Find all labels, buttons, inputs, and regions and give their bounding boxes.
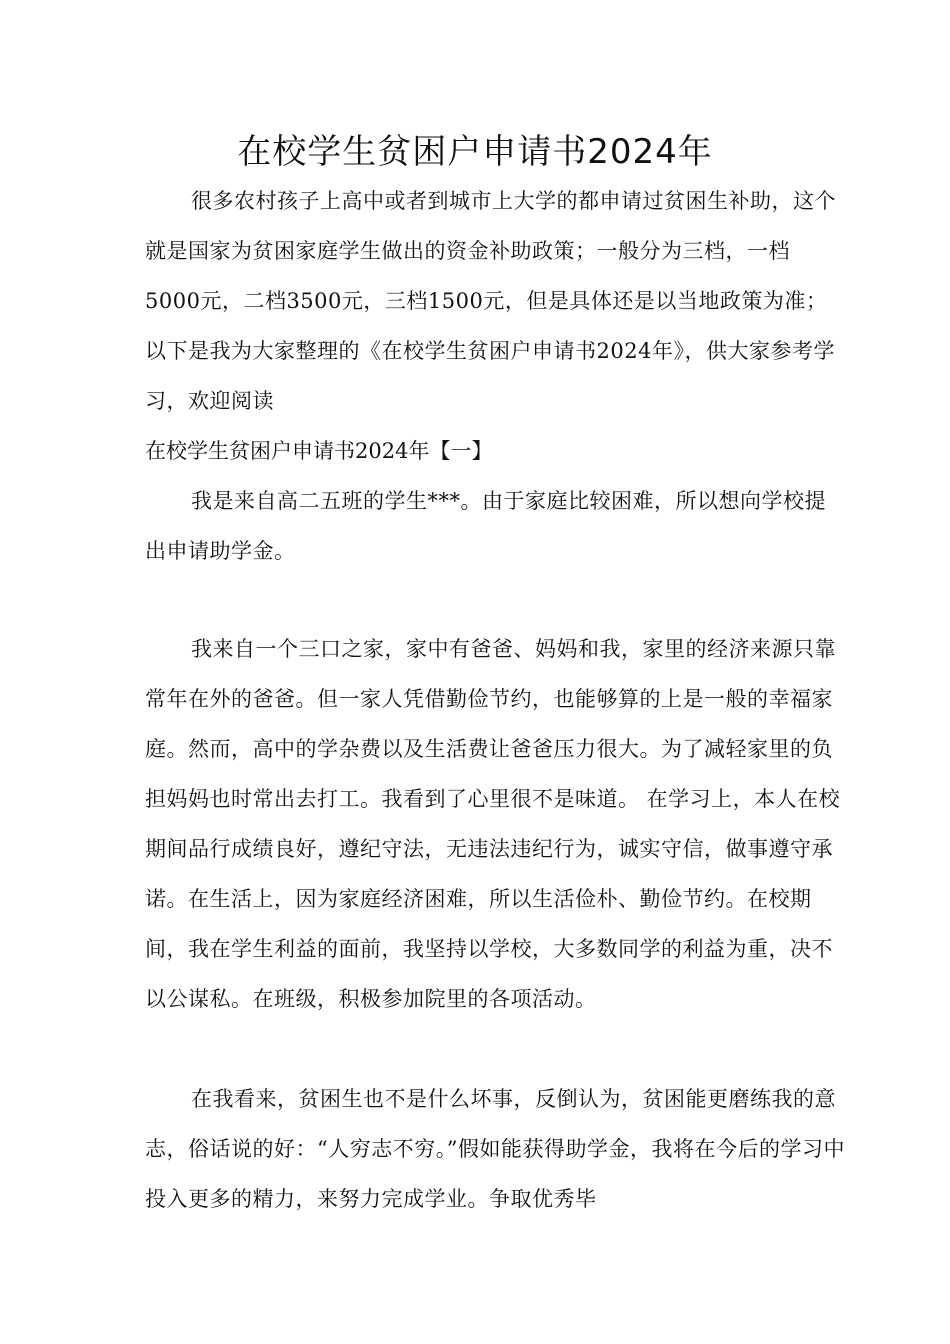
- intro-paragraph: 很多农村孩子上高中或者到城市上大学的都申请过贫困生补助，这个就是国家为贫困家庭学生做出的资金补助政策；一般分为三档，一档5000元，二档3500元，三档1500元，但是具体还是以当地政策为准；以下是我为大家整理的《在校学生贫困户申请书2024年》，供大家参考学习，欢迎阅读: [145, 189, 836, 413]
- body-paragraph-1: 我是来自高二五班的学生***。由于家庭比较困难，所以想向学校提出申请助学金。: [145, 489, 826, 563]
- document-title: 在校学生贫困户申请书2024年: [237, 132, 713, 172]
- section-heading: 在校学生贫困户申请书2024年【一】: [145, 439, 493, 463]
- body-paragraph-2: 我来自一个三口之家，家中有爸爸、妈妈和我，家里的经济来源只靠常年在外的爸爸。但一家人凭借勤俭节约，也能够算的上是一般的幸福家庭。然而，高中的学杂费以及生活费让爸爸压力很大。为了减轻家里的负担妈妈也时常出去打工。我看到了心里很不是味道。 在学习上，本人在校期间品行成绩良好，遵纪守法，无违法违纪行为，诚实守信，做事遵守承诺。在生活上，因为家庭经济困难，所以生活俭朴、勤俭节约。在校期间，我在学生利益的面前，我坚持以学校，大多数同学的利益为重，决不以公谋私。在班级，积极参加院里的各项活动。: [145, 637, 841, 1011]
- body-paragraph-3: 在我看来，贫困生也不是什么坏事，反倒认为，贫困能更磨练我的意志，俗话说的好：“人穷志不穷。”假如能获得助学金，我将在今后的学习中投入更多的精力，来努力完成学业。争取优秀毕: [145, 1087, 845, 1211]
